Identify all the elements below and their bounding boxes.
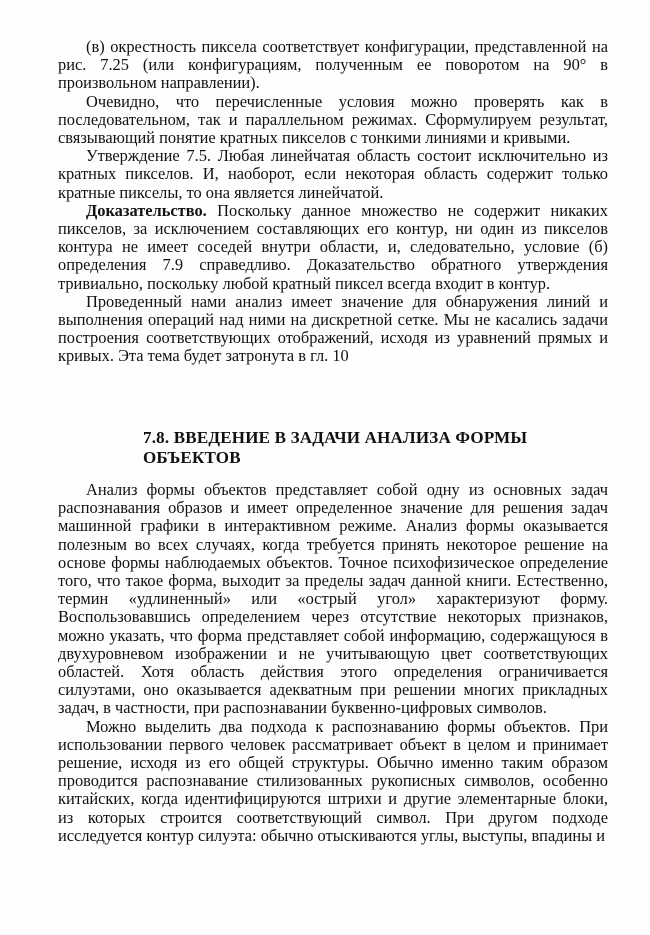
paragraph-conditions-check: Очевидно, что перечисленные условия можно проверять как в последовательном, так и параллельном режимах. Сформулируем результат, связывающий понятие кратных пикселов с тонкими линиями и кривыми. — [58, 91, 608, 148]
paragraph-two-approaches: Можно выделить два подхода к распознаванию формы объектов. При использовании первого человек рассматривает объект в целом и принимает решение, исходя из его общей структуры. Обычно именно таким образом проводится распознавание стилизованных рукописных символов, особенно китайских, когда идентифицируются штрихи и другие элементарные блоки, из которых строится соответствующий символ. При другом подходе исследуется контур силуэта: обычно отыскиваются углы, выступы, впадины и — [58, 716, 608, 845]
section-heading — [143, 428, 583, 468]
section-heading-line-1: 7.8. ВВЕДЕНИЕ В ЗАДАЧИ АНАЛИЗА ФОРМЫ — [143, 428, 528, 447]
paragraph-statement-7-5: Утверждение 7.5. Любая линейчатая область состоит исключительно из кратных пикселов. И, наоборот, если некоторая область содержит только кратные пикселы, то она является линейчатой. — [58, 146, 608, 202]
text-block-top — [58, 38, 608, 366]
paragraph-shape-analysis: Анализ формы объектов представляет собой одну из основных задач распознавания образов и имеет определенное значение для решения задач машинной графики в интерактивном режиме. Анализ формы оказывается полезным во всех случаях, когда требуется принять некоторое решение на основе формы наблюдаемых объектов. Точное психофизическое определение того, что такое форма, выходит за пределы задач данной книги. Естественно, термин «удлиненный» или «острый угол» характеризуют форму. Воспользовавшись определением через отсутствие некоторых признаков, можно указать, что форма представляет собой информацию, содержащуюся в двухуровневом изображении и не учитывающую цвет соответствующих областей. Хотя область действия этого определения ограничивается силуэтами, оно оказывается адекватным при решении многих прикладных задач, в частности, при распознавании буквенно-цифровых символов. — [58, 480, 608, 718]
section-heading-line-2: ОБЪЕКТОВ — [143, 448, 241, 467]
paragraph-proof — [58, 202, 608, 293]
proof-text: Поскольку данное множество не содержит никаких пикселов, за исключением составляющих его контур, ни один из пикселов контура не имеет соседей внутри области, и, следовательно, условие (б) определения 7.9 справедливо. Доказательство обратного утверждения тривиально, поскольку любой кратный пиксел всегда входит в контур. — [58, 200, 608, 293]
paragraph-analysis-note: Проведенный нами анализ имеет значение для обнаружения линий и выполнения операций над ними на дискретной сетке. Мы не касались задачи построения соответствующих отображений, исходя из уравнений прямых и кривых. Эта тема будет затронута в гл. 10 — [58, 291, 608, 366]
text-block-bottom — [58, 481, 608, 845]
proof-lead: Доказательство. — [86, 200, 207, 220]
paragraph-condition-c: (в) окрестность пиксела соответствует конфигурации, представленной на рис. 7.25 (или конфигурациям, полученным ее поворотом на 90° в произвольном направлении). — [58, 37, 608, 93]
